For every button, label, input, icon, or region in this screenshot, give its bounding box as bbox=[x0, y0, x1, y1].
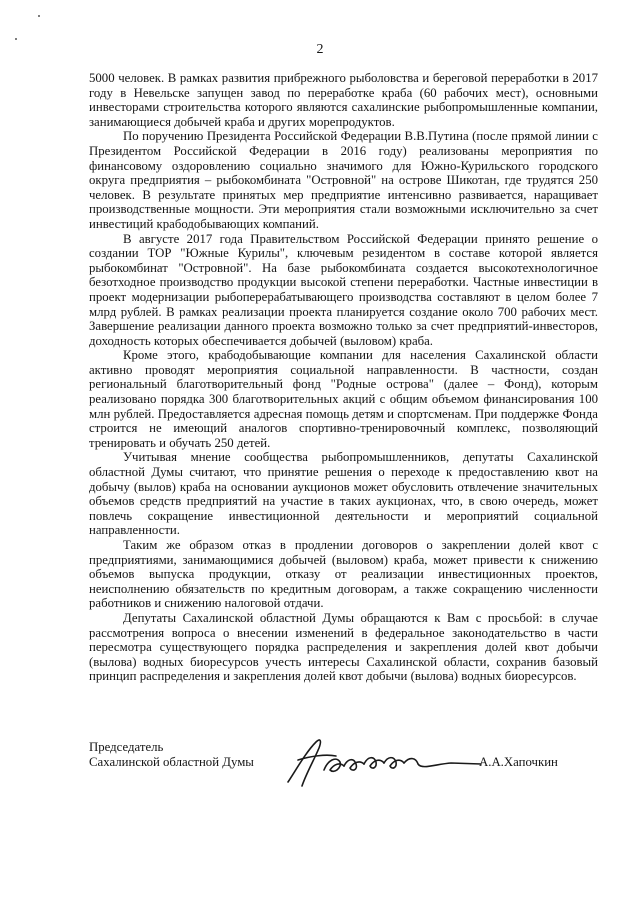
page-number: 2 bbox=[316, 42, 324, 57]
scan-speck bbox=[15, 38, 17, 40]
signatory-title bbox=[89, 740, 254, 770]
signatory-title-line: Сахалинской областной Думы bbox=[89, 755, 254, 769]
signature-block bbox=[89, 740, 598, 800]
signatory-name: А.А.Хапочкин bbox=[479, 755, 558, 769]
letter-body bbox=[89, 71, 598, 684]
paragraph: Депутаты Сахалинской областной Думы обращаются к Вам с просьбой: в случае рассмотрения вопроса о внесении изменений в федеральное законодательство в части пересмотра существующего порядка распределения и закрепления долей квот добычи (вылова) водных биоресурсов учесть интересы Сахалинской области, сохранив базовый принцип распределения и закрепления долей квот добычи (вылова) водных биоресурсов. bbox=[89, 610, 598, 684]
paragraph: В августе 2017 года Правительством Российской Федерации принято решение о создании ТОР "Южные Курилы", ключевым резидентом в составе которой является рыбокомбинат "Островной". На базе рыбокомбината создается высокотехнологичное безотходное производство продукции высокой степени переработки. Частные инвестиции в проект модернизации рыбоперерабатывающего производства составляют в целом более 7 млрд рублей. В рамках реализации проекта планируется создание около 700 рабочих мест. Завершение реализации данного проекта возможно только за счет предприятий-инвесторов, доходность которых обеспечивается добычей (выловом) краба. bbox=[89, 231, 598, 348]
paragraph: Учитывая мнение сообщества рыбопромышленников, депутаты Сахалинской областной Думы считают, что принятие решения о переходе к предоставлению квот на добычу (вылов) краба на основании аукционов может обусловить отвлечение значительных объемов средств предприятий на участие в таких аукционах, что, в свою очередь, может повлечь сокращение инвестиционной деятельности и мероприятий социальной направленности. bbox=[89, 450, 598, 538]
paragraph: Таким же образом отказ в продлении договоров о закреплении долей квот с предприятиями, занимающимися добычей (выловом) краба, может привести к снижению объемов выпуска продукции, отказу от реализации инвестиционных проектов, неисполнению обязательств по кредитным договорам, а также сокращению численности работников и снижению налоговой отдачи. bbox=[89, 538, 598, 611]
paragraph: Кроме этого, крабодобывающие компании для населения Сахалинской области активно проводят мероприятия социальной направленности. В частности, создан региональный благотворительный фонд "Родные острова" (далее – Фонд), которым реализовано порядка 300 благотворительных акций с общим объемом финансирования 100 млн рублей. Предоставляется адресная помощь детям и спортсменам. При поддержке Фонда строится не имеющий аналогов спортивно-тренировочный комплекс, позволяющий тренировать и обучать 250 детей. bbox=[89, 348, 598, 450]
scan-speck bbox=[38, 15, 40, 17]
signatory-title-line: Председатель bbox=[89, 740, 164, 754]
paragraph: По поручению Президента Российской Федерации В.В.Путина (после прямой линии с Президентом Российской Федерации в 2016 году) реализованы мероприятия по финансовому оздоровлению социально значимого для Южно-Курильского городского округа предприятия – рыбокомбината "Островной" на острове Шикотан, где трудятся 250 человек. В результате принятых мер предприятие интенсивно развивается, наращивает производственные мощности. Эти мероприятия стали возможными исключительно за счет инвестиций крабодобывающих компаний. bbox=[89, 129, 598, 231]
paragraph: 5000 человек. В рамках развития прибрежного рыболовства и береговой переработки в 2017 году в Невельске запущен завод по переработке краба (60 рабочих мест), основными инвесторами строительства которого являются сахалинские рыбопромышленные компании, занимающиеся добычей краба и других морепродуктов. bbox=[89, 71, 598, 129]
handwritten-signature bbox=[276, 730, 486, 790]
